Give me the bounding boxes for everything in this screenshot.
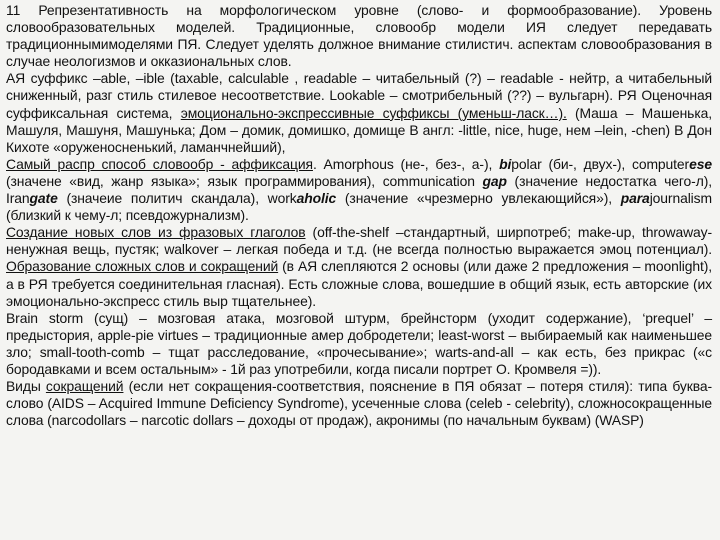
text-run: Виды [6,378,46,395]
underlined-term: эмоционально-экспрессивные суффиксы (уменьш-ласк…). [180,104,567,121]
paragraph [6,224,712,309]
underlined-term: Создание новых слов из фразовых глаголов [6,224,306,241]
underlined-term: сокращений [45,378,124,395]
text-run: (значеие политич скандала), work [57,190,297,207]
text-run: АЯ суффикс –able, –ible (taxable, calculable , readable – читабельный (?) – readable - нейтр, а читабельный сниженный, разг стиль стилевое несоответствие. Lookable – смотрибельный (??) – вульгарн). РЯ Оценочная суффиксальная система, [6,70,712,121]
emphasized-morpheme: gap [482,172,507,189]
text-run: Brain storm (сущ) – мозговая атака, мозговой штурм, брейнсторм (уходит содержание), ‘prequel’ – предыстория, apple-pie virtues – традиционные амер добродетели; least-worst – выбираемый как наименьшее зло; small-tooth-comb – тщат расследование, «прочесывание»; warts-and-all – как есть, без прикрас («с бородавками и всем остальным» - 1й раз употребили, когда писали портрет О. Кромвеля =)). [6,309,712,377]
emphasized-morpheme: gate [29,190,58,207]
lecture-notes-text [6,2,712,429]
text-run: polar (би-, двух-), computer [511,155,690,172]
paragraph [6,2,712,70]
emphasized-morpheme: ese [689,155,712,172]
text-run: (значение недостатка чего-л), Iran [6,172,712,207]
text-run: (если нет сокращения-соответствия, пояснение в ПЯ обязат – потеря стиля): типа буква-слово (AIDS – Acquired Immune Deficiency Syndrome), усеченные слова (celeb - celebrity), сложносокращенные слова (narcodollars – narcotic dollars – доходы от продаж), акронимы (по начальным буквам) (WASP) [6,378,712,429]
emphasized-morpheme: bi [499,155,512,172]
emphasized-morpheme: aholic [296,190,337,207]
text-run: (off-the-shelf –стандартный, ширпотреб; make-up, throwaway-ненужная вещь, пустяк; walkover – легкая победа и т.д. (не всегда полностью выражается эмоц потенциал). [6,224,712,258]
underlined-term: Самый распр способ словообр - аффиксация [6,155,313,172]
paragraph [6,310,712,378]
paragraph [6,156,712,224]
text-run: (Маша – Машенька, Машуля, Машуня, Машунька; Дом – домик, домишко, домище В англ: -little, nice, huge, нем –lein, -chen) В Дон Кихоте «оруженосненький, ламанчнейший), [6,104,712,155]
text-run: 11 Репрезентативность на морфологическом уровне (слово- и формообразование). Уровень словообразовательных моделей. Традиционные, словообр модели ИЯ следует передавать традиционнымимоделями ПЯ. Следует уделять должное внимание стилистич. аспектам словообразования в случае неологизмов и окказиональных слов. [6,2,712,70]
text-run: (значене «вид, жанр языка»; язык программирования), communication [6,172,483,189]
text-run: journalism (близкий к чему-л; псевдожурнализм). [6,190,712,224]
text-run: (значение «чрезмерно увлекающийся»), [336,190,621,207]
paragraph [6,70,712,155]
paragraph [6,378,712,429]
text-run: (в АЯ слепляются 2 основы (или даже 2 предложения – moonlight), а в РЯ требуется соединительная гласная). Есть сложные слова, вошедшие в общий язык, есть авторские (их эмоционально-экспресс стиль выр тщательнее). [6,258,712,309]
emphasized-morpheme: para [620,190,650,207]
underlined-term: Образование сложных слов и сокращений [6,258,279,275]
text-run: . Amorphous (не-, без-, а-), [312,155,500,172]
